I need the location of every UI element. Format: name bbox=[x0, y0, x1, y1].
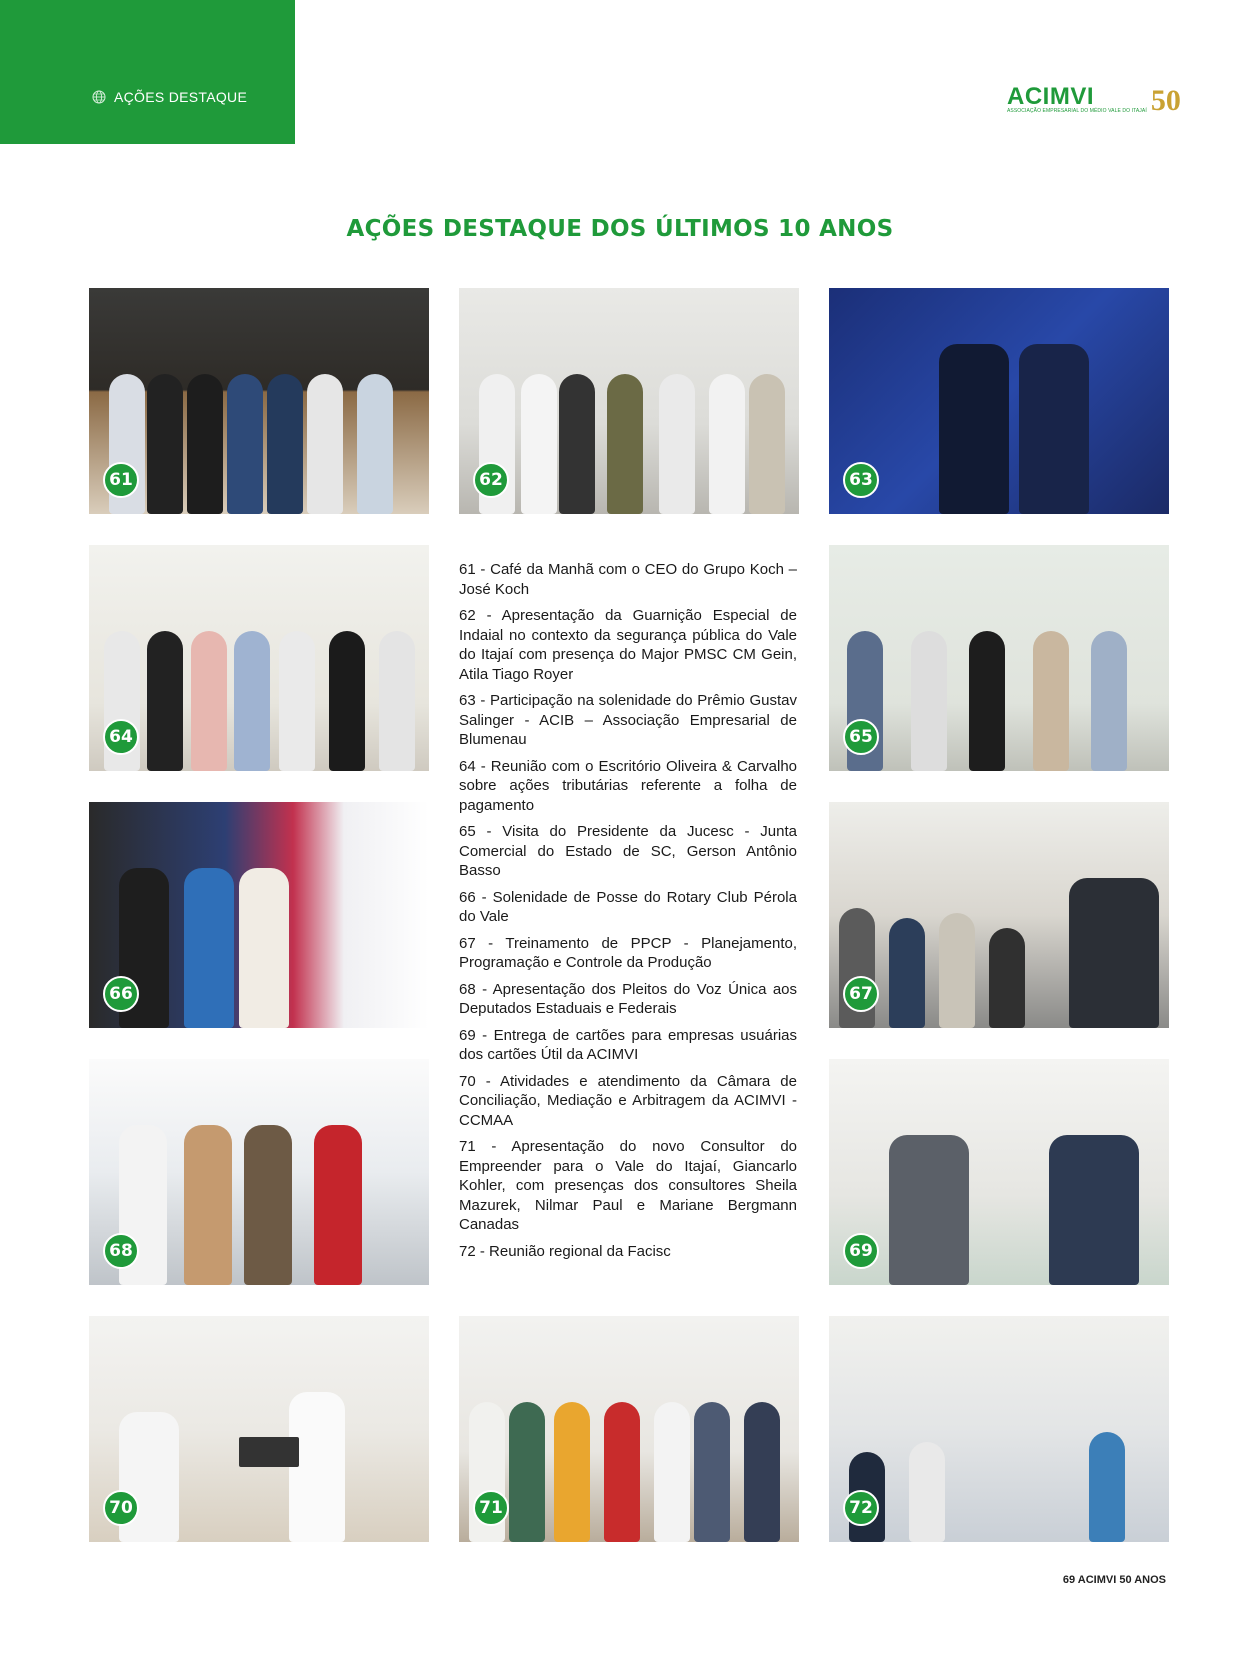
caption-62: 62 - Apresentação da Guarnição Especial de Indaial no contexto da segurança pública do Vale do Itajaí com presença do Major PMSC CM Gein, Atila Tiago Royer bbox=[459, 607, 797, 683]
photo-67 bbox=[829, 802, 1169, 1028]
photo-number-badge: 66 bbox=[103, 976, 139, 1012]
photo-number-badge: 70 bbox=[103, 1490, 139, 1526]
caption-66: 66 - Solenidade de Posse do Rotary Club Pérola do Vale bbox=[459, 888, 797, 925]
photo-number-badge: 64 bbox=[103, 719, 139, 755]
photo-number-badge: 65 bbox=[843, 719, 879, 755]
page-footer: 69 ACIMVI 50 ANOS bbox=[1062, 1574, 1166, 1586]
photo-number-badge: 71 bbox=[473, 1490, 509, 1526]
photo-62 bbox=[459, 288, 799, 514]
logo-name: ACIMVI bbox=[1007, 83, 1094, 110]
caption-67: 67 - Treinamento de PPCP - Planejamento, Programação e Controle da Produção bbox=[459, 934, 797, 971]
photo-number-badge: 62 bbox=[473, 462, 509, 498]
photo-number-badge: 69 bbox=[843, 1233, 879, 1269]
photo-number-badge: 61 bbox=[103, 462, 139, 498]
photo-number-badge: 68 bbox=[103, 1233, 139, 1269]
section-label bbox=[92, 89, 247, 105]
photo-number-badge: 63 bbox=[843, 462, 879, 498]
photo-71 bbox=[459, 1316, 799, 1542]
caption-65: 65 - Visita do Presidente da Jucesc - Junta Comercial do Estado de SC, Gerson Antônio Basso bbox=[459, 823, 797, 879]
photo-66 bbox=[89, 802, 429, 1028]
captions-list bbox=[459, 560, 797, 1268]
photo-69 bbox=[829, 1059, 1169, 1285]
photo-70 bbox=[89, 1316, 429, 1542]
section-label-text: AÇÕES DESTAQUE bbox=[114, 89, 248, 105]
caption-61: 61 - Café da Manhã com o CEO do Grupo Koch – José Koch bbox=[459, 561, 797, 598]
photo-64 bbox=[89, 545, 429, 771]
caption-68: 68 - Apresentação dos Pleitos do Voz Única aos Deputados Estaduais e Federais bbox=[459, 980, 797, 1017]
caption-63: 63 - Participação na solenidade do Prêmio Gustav Salinger - ACIB – Associação Empresarial de Blumenau bbox=[459, 692, 797, 748]
caption-64: 64 - Reunião com o Escritório Oliveira & Carvalho sobre ações tributárias referente a folha de pagamento bbox=[459, 757, 797, 814]
photo-68 bbox=[89, 1059, 429, 1285]
logo-subtitle: ASSOCIAÇÃO EMPRESARIAL DO MÉDIO VALE DO ITAJAÍ bbox=[1007, 108, 1147, 114]
caption-70: 70 - Atividades e atendimento da Câmara de Conciliação, Mediação e Arbitragem da ACIMVI - CCMAA bbox=[459, 1072, 797, 1129]
globe-icon bbox=[92, 90, 106, 104]
photo-61 bbox=[89, 288, 429, 514]
photo-72 bbox=[829, 1316, 1169, 1542]
photo-number-badge: 67 bbox=[843, 976, 879, 1012]
photo-65 bbox=[829, 545, 1169, 771]
caption-72: 72 - Reunião regional da Facisc bbox=[459, 1242, 671, 1260]
photo-63 bbox=[829, 288, 1169, 514]
acimvi-logo bbox=[1003, 83, 1181, 120]
photo-number-badge: 72 bbox=[843, 1490, 879, 1526]
page-title: AÇÕES DESTAQUE DOS ÚLTIMOS 10 ANOS bbox=[346, 216, 894, 242]
caption-69: 69 - Entrega de cartões para empresas usuárias dos cartões Útil da ACIMVI bbox=[459, 1026, 797, 1063]
header-green-block bbox=[0, 0, 295, 144]
logo-anniversary: 50 bbox=[1150, 84, 1181, 117]
caption-71: 71 - Apresentação do novo Consultor do Empreender para o Vale do Itajaí, Giancarlo Kohler, com presenças dos consultores Sheila Mazurek, Nilmar Paul e Mariane Bergmann Canadas bbox=[459, 1138, 797, 1233]
